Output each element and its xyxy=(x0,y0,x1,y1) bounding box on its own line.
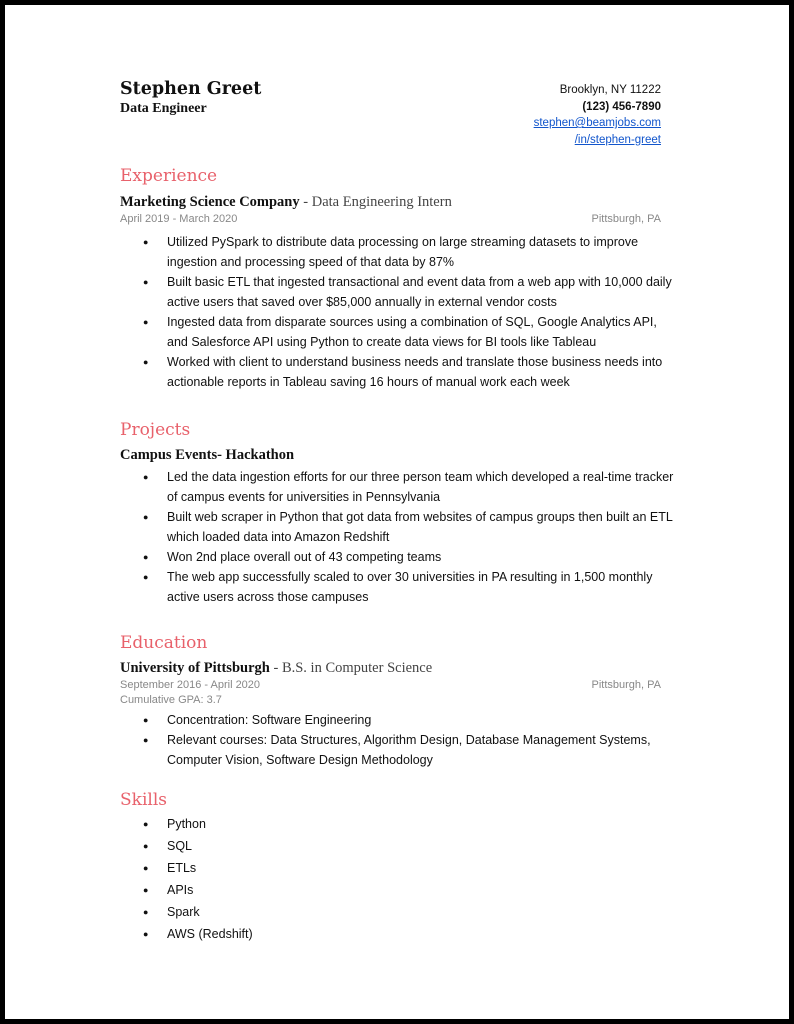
job-role: Data Engineering Intern xyxy=(311,194,452,210)
skills-heading: Skills xyxy=(120,790,167,810)
education-meta xyxy=(120,678,661,693)
projects-section xyxy=(120,419,680,607)
degree-name: B.S. in Computer Science xyxy=(281,660,433,676)
experience-dates: April 2019 - March 2020 xyxy=(120,213,238,225)
skill-item: ● Spark xyxy=(120,901,680,923)
experience-section xyxy=(120,165,680,392)
skill-item: ● SQL xyxy=(120,835,680,857)
list-item: ● Concentration: Software Engineering xyxy=(120,710,680,730)
education-heading: Education xyxy=(120,633,208,653)
experience-location: Pittsburgh, PA xyxy=(591,213,661,225)
resume-page xyxy=(5,5,789,1019)
list-item: ● Worked with client to understand business needs and translate those business needs into actionable reports in Tableau saving 16 hours of manual work each week xyxy=(120,352,680,392)
skill-item: ● Python xyxy=(120,813,680,835)
education-location: Pittsburgh, PA xyxy=(591,679,661,691)
skills-list xyxy=(120,813,680,945)
project-entry-heading xyxy=(120,446,680,465)
school-name: University of Pittsburgh xyxy=(120,660,270,676)
experience-bullets xyxy=(120,232,680,392)
list-item: ● Ingested data from disparate sources using a combination of SQL, Google Analytics API, and Salesforce API using Python to create data views for BI tools like Tableau xyxy=(120,312,680,352)
list-item: ● Won 2nd place overall out of 43 competing teams xyxy=(120,547,680,567)
list-item: ● Utilized PySpark to distribute data processing on large streaming datasets to improve ingestion and processing speed of that data by 87% xyxy=(120,232,680,272)
heading-separator: - xyxy=(269,660,282,676)
linkedin-link[interactable]: /in/stephen-greet xyxy=(574,133,661,146)
education-section xyxy=(120,632,680,770)
education-bullets xyxy=(120,710,680,770)
education-dates: September 2016 - April 2020 xyxy=(120,679,261,691)
experience-entry-heading xyxy=(120,193,680,212)
heading-separator: - xyxy=(299,194,312,210)
skill-item: ● AWS (Redshift) xyxy=(120,923,680,945)
experience-meta xyxy=(120,212,661,227)
resume-header xyxy=(120,78,661,146)
list-item: ● The web app successfully scaled to over 30 universities in PA resulting in 1,500 monthly active users across those campuses xyxy=(120,567,680,607)
list-item: ● Relevant courses: Data Structures, Algorithm Design, Database Management Systems, Computer Vision, Software Design Methodology xyxy=(120,730,680,770)
list-item: ● Built basic ETL that ingested transactional and event data from a web app with 10,000 daily active users that saved over $85,000 annually in external vendor costs xyxy=(120,272,680,312)
projects-heading: Projects xyxy=(120,420,191,440)
location-text: Brooklyn, NY 11222 xyxy=(559,84,661,96)
skill-item: ● ETLs xyxy=(120,857,680,879)
project-name: Campus Events- Hackathon xyxy=(120,447,295,463)
company-name: Marketing Science Company xyxy=(120,194,300,210)
list-item: ● Built web scraper in Python that got data from websites of campus groups then built an ETL which loaded data into Amazon Redshift xyxy=(120,507,680,547)
phone-text: (123) 456-7890 xyxy=(582,100,661,113)
candidate-title: Data Engineer xyxy=(120,101,207,116)
contact-info xyxy=(534,82,661,148)
skill-item: ● APIs xyxy=(120,879,680,901)
email-link[interactable]: stephen@beamjobs.com xyxy=(533,117,661,129)
candidate-name: Stephen Greet xyxy=(120,79,262,99)
list-item: ● Led the data ingestion efforts for our three person team which developed a real-time tracker of campus events for universities in Pennsylvania xyxy=(120,467,680,507)
gpa-text: Cumulative GPA: 3.7 xyxy=(120,694,222,706)
experience-heading: Experience xyxy=(120,166,218,186)
project-bullets xyxy=(120,467,680,607)
education-entry-heading xyxy=(120,659,680,678)
skills-section xyxy=(120,789,680,945)
